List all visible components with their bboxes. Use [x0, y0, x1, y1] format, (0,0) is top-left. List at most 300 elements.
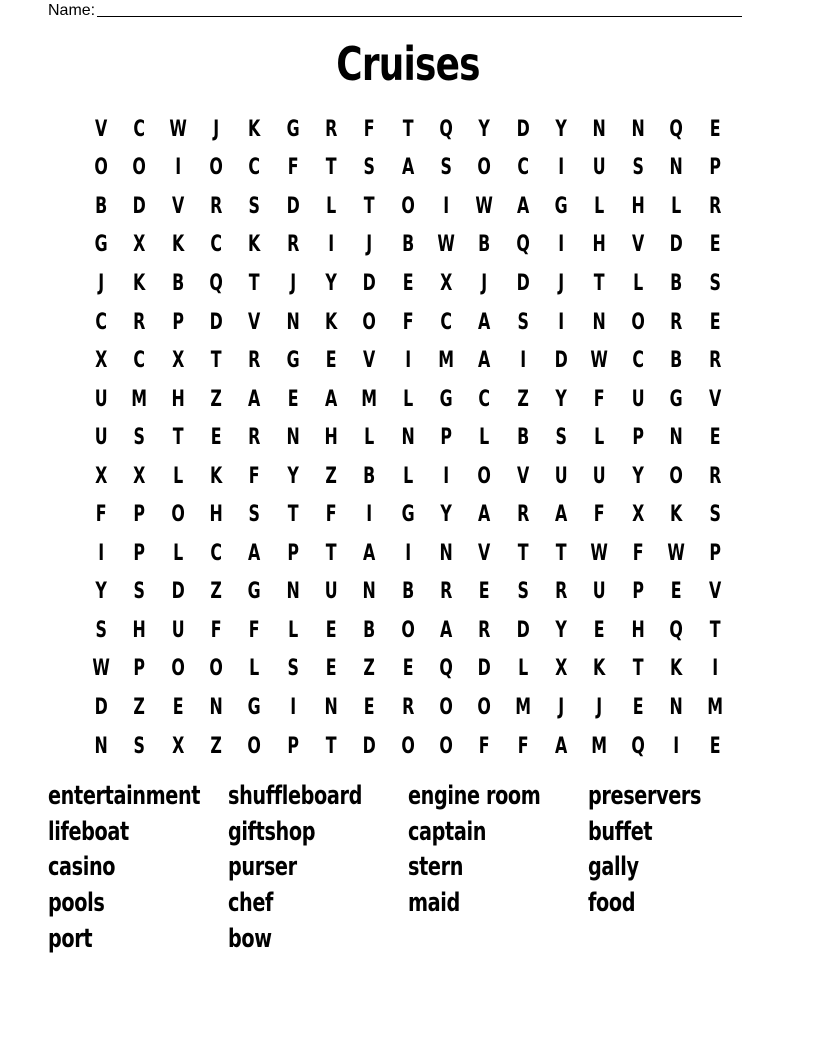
- grid-letter[interactable]: T: [325, 733, 337, 759]
- grid-letter[interactable]: Q: [669, 116, 684, 142]
- grid-letter[interactable]: A: [401, 155, 415, 181]
- grid-letter[interactable]: A: [516, 193, 530, 219]
- grid-letter[interactable]: M: [361, 386, 378, 412]
- grid-letter[interactable]: R: [670, 309, 683, 335]
- grid-letter[interactable]: E: [594, 617, 606, 643]
- grid-letter[interactable]: R: [210, 193, 223, 219]
- grid-letter[interactable]: O: [401, 193, 415, 219]
- grid-letter[interactable]: D: [171, 579, 185, 605]
- grid-letter[interactable]: D: [669, 232, 683, 258]
- grid-letter[interactable]: X: [440, 270, 453, 296]
- grid-letter[interactable]: O: [439, 694, 453, 720]
- grid-letter[interactable]: R: [133, 309, 146, 335]
- grid-letter[interactable]: U: [324, 579, 338, 605]
- grid-letter[interactable]: E: [402, 270, 414, 296]
- grid-letter[interactable]: S: [517, 579, 529, 605]
- grid-letter[interactable]: E: [479, 579, 491, 605]
- grid-letter[interactable]: D: [516, 617, 530, 643]
- grid-letter[interactable]: R: [248, 425, 261, 451]
- grid-letter[interactable]: X: [555, 656, 568, 682]
- grid-letter[interactable]: O: [401, 617, 415, 643]
- grid-letter[interactable]: N: [401, 425, 415, 451]
- grid-letter[interactable]: E: [210, 425, 222, 451]
- grid-letter[interactable]: T: [364, 193, 375, 219]
- grid-letter[interactable]: O: [477, 694, 492, 720]
- grid-letter[interactable]: D: [362, 733, 377, 759]
- grid-letter[interactable]: Y: [287, 463, 299, 489]
- grid-letter[interactable]: F: [95, 502, 107, 528]
- name-blank-line[interactable]: [97, 1, 742, 17]
- grid-letter[interactable]: T: [249, 270, 260, 296]
- grid-letter[interactable]: H: [631, 193, 645, 219]
- grid-letter[interactable]: Q: [516, 232, 530, 258]
- grid-letter[interactable]: Z: [210, 386, 222, 412]
- grid-letter[interactable]: X: [133, 463, 146, 489]
- grid-letter[interactable]: B: [401, 232, 414, 258]
- grid-letter[interactable]: T: [172, 425, 184, 451]
- grid-letter[interactable]: L: [479, 425, 490, 451]
- grid-letter[interactable]: O: [477, 463, 492, 489]
- grid-letter[interactable]: I: [558, 155, 565, 181]
- grid-letter[interactable]: R: [516, 502, 530, 528]
- name-line: [48, 0, 742, 20]
- grid-letter[interactable]: E: [709, 309, 721, 335]
- grid-letter[interactable]: R: [555, 579, 568, 605]
- grid-letter[interactable]: A: [248, 386, 261, 412]
- grid-letter[interactable]: X: [171, 348, 184, 374]
- grid-letter[interactable]: P: [133, 540, 146, 566]
- grid-letter[interactable]: J: [596, 694, 603, 720]
- grid-letter[interactable]: D: [286, 193, 300, 219]
- grid-letter[interactable]: C: [517, 155, 529, 181]
- grid-letter[interactable]: P: [708, 540, 721, 566]
- grid-letter[interactable]: E: [709, 232, 721, 258]
- grid-letter[interactable]: R: [708, 463, 721, 489]
- grid-letter[interactable]: C: [133, 116, 146, 142]
- grid-letter[interactable]: R: [708, 348, 721, 374]
- grid-letter[interactable]: S: [133, 733, 146, 759]
- grid-letter[interactable]: F: [249, 463, 260, 489]
- grid-letter[interactable]: H: [171, 386, 185, 412]
- grid-letter[interactable]: N: [94, 733, 108, 759]
- grid-letter[interactable]: A: [478, 348, 491, 374]
- grid-letter[interactable]: I: [673, 733, 680, 759]
- grid-letter[interactable]: I: [443, 193, 450, 219]
- grid-letter[interactable]: I: [558, 309, 565, 335]
- grid-letter[interactable]: Q: [669, 617, 684, 643]
- grid-letter[interactable]: A: [478, 309, 491, 335]
- grid-letter[interactable]: L: [402, 463, 413, 489]
- grid-letter[interactable]: Y: [555, 116, 568, 142]
- grid-letter[interactable]: V: [478, 540, 491, 566]
- grid-letter[interactable]: L: [594, 425, 605, 451]
- grid-letter[interactable]: W: [590, 540, 609, 566]
- grid-letter[interactable]: A: [363, 540, 376, 566]
- grid-letter[interactable]: F: [632, 540, 644, 566]
- grid-letter[interactable]: W: [169, 116, 187, 142]
- grid-letter[interactable]: K: [133, 270, 146, 296]
- grid-letter[interactable]: L: [402, 386, 413, 412]
- grid-letter[interactable]: O: [362, 309, 377, 335]
- grid-letter[interactable]: H: [324, 425, 338, 451]
- word-bank-item: bow: [228, 923, 272, 954]
- grid-letter[interactable]: L: [249, 656, 260, 682]
- grid-letter[interactable]: N: [324, 694, 338, 720]
- grid-letter[interactable]: D: [516, 116, 530, 142]
- grid-letter[interactable]: H: [132, 617, 147, 643]
- grid-letter[interactable]: E: [709, 116, 721, 142]
- grid-letter[interactable]: H: [593, 232, 607, 258]
- grid-letter[interactable]: B: [670, 270, 683, 296]
- grid-letter[interactable]: A: [325, 386, 338, 412]
- grid-letter[interactable]: L: [517, 656, 529, 682]
- grid-letter[interactable]: U: [593, 579, 607, 605]
- grid-letter[interactable]: Q: [631, 733, 645, 759]
- grid-letter[interactable]: M: [131, 386, 148, 412]
- grid-letter[interactable]: R: [248, 348, 261, 374]
- grid-letter[interactable]: F: [249, 617, 260, 643]
- grid-letter[interactable]: S: [440, 155, 452, 181]
- grid-letter[interactable]: J: [366, 232, 373, 258]
- grid-letter[interactable]: V: [363, 348, 376, 374]
- grid-letter[interactable]: D: [94, 694, 108, 720]
- word-bank-item: shuffleboard: [228, 781, 363, 811]
- grid-letter[interactable]: O: [669, 463, 684, 489]
- grid-letter[interactable]: L: [671, 193, 682, 219]
- grid-letter[interactable]: Z: [210, 579, 222, 605]
- grid-letter[interactable]: Y: [478, 116, 491, 142]
- grid-letter[interactable]: L: [287, 617, 298, 643]
- grid-letter[interactable]: L: [172, 463, 183, 489]
- grid-letter[interactable]: G: [401, 502, 415, 528]
- grid-letter[interactable]: Y: [555, 617, 568, 643]
- grid-letter[interactable]: M: [591, 733, 608, 759]
- grid-letter[interactable]: D: [362, 270, 377, 296]
- word-bank-item: buffet: [588, 816, 653, 847]
- grid-letter[interactable]: S: [708, 270, 721, 296]
- grid-letter[interactable]: P: [287, 733, 299, 759]
- grid-letter[interactable]: O: [631, 309, 645, 335]
- grid-letter[interactable]: O: [439, 733, 453, 759]
- grid-letter[interactable]: O: [477, 155, 492, 181]
- grid-letter[interactable]: F: [479, 733, 491, 759]
- grid-letter[interactable]: D: [516, 270, 530, 296]
- grid-letter[interactable]: F: [402, 309, 414, 335]
- grid-letter[interactable]: A: [555, 502, 568, 528]
- grid-letter[interactable]: H: [209, 502, 223, 528]
- grid-letter[interactable]: C: [95, 309, 107, 335]
- grid-letter[interactable]: E: [709, 425, 721, 451]
- grid-letter[interactable]: I: [558, 232, 565, 258]
- grid-letter[interactable]: E: [364, 694, 375, 720]
- grid-letter[interactable]: K: [210, 463, 223, 489]
- grid-letter[interactable]: L: [632, 270, 644, 296]
- grid-letter[interactable]: G: [286, 348, 300, 374]
- grid-letter[interactable]: O: [171, 502, 185, 528]
- grid-letter[interactable]: T: [287, 502, 299, 528]
- grid-letter[interactable]: A: [248, 540, 261, 566]
- grid-letter[interactable]: B: [95, 193, 108, 219]
- grid-letter[interactable]: M: [515, 694, 531, 720]
- grid-letter[interactable]: O: [171, 656, 185, 682]
- grid-letter[interactable]: J: [558, 270, 565, 296]
- grid-letter[interactable]: V: [95, 116, 108, 142]
- grid-letter[interactable]: G: [669, 386, 683, 412]
- grid-letter[interactable]: Z: [133, 694, 146, 720]
- grid-letter[interactable]: K: [248, 232, 261, 258]
- grid-letter[interactable]: T: [210, 348, 222, 374]
- grid-letter[interactable]: F: [364, 116, 375, 142]
- grid-letter[interactable]: O: [94, 155, 108, 181]
- grid-letter[interactable]: P: [172, 309, 184, 335]
- grid-letter[interactable]: A: [555, 733, 568, 759]
- grid-letter[interactable]: W: [667, 540, 686, 566]
- word-bank: [48, 778, 768, 956]
- grid-letter[interactable]: I: [98, 540, 105, 566]
- grid-letter[interactable]: S: [133, 425, 146, 451]
- grid-letter[interactable]: S: [287, 656, 299, 682]
- grid-letter[interactable]: I: [404, 348, 411, 374]
- grid-letter[interactable]: G: [248, 579, 262, 605]
- grid-letter[interactable]: E: [632, 694, 644, 720]
- grid-letter[interactable]: I: [328, 232, 335, 258]
- grid-letter[interactable]: I: [443, 463, 450, 489]
- grid-letter[interactable]: P: [133, 656, 146, 682]
- grid-letter[interactable]: N: [286, 425, 300, 451]
- grid-letter[interactable]: E: [325, 617, 337, 643]
- grid-letter[interactable]: G: [439, 386, 453, 412]
- grid-letter[interactable]: B: [516, 425, 529, 451]
- grid-letter[interactable]: S: [363, 155, 376, 181]
- grid-letter[interactable]: U: [631, 386, 645, 412]
- grid-letter[interactable]: M: [438, 348, 455, 374]
- grid-letter[interactable]: V: [708, 386, 721, 412]
- grid-letter[interactable]: K: [670, 656, 683, 682]
- grid-letter[interactable]: C: [210, 540, 223, 566]
- grid-letter[interactable]: R: [325, 116, 338, 142]
- grid-letter[interactable]: Q: [439, 116, 453, 142]
- grid-letter[interactable]: F: [287, 155, 299, 181]
- grid-letter[interactable]: C: [440, 309, 453, 335]
- grid-letter[interactable]: B: [363, 463, 376, 489]
- grid-letter[interactable]: N: [669, 694, 683, 720]
- grid-letter[interactable]: E: [325, 348, 337, 374]
- grid-letter[interactable]: F: [594, 386, 606, 412]
- grid-letter[interactable]: M: [706, 694, 723, 720]
- grid-letter[interactable]: V: [516, 463, 530, 489]
- grid-letter[interactable]: Z: [517, 386, 529, 412]
- grid-letter[interactable]: J: [481, 270, 488, 296]
- grid-letter[interactable]: K: [593, 656, 606, 682]
- grid-letter[interactable]: N: [286, 309, 300, 335]
- grid-letter[interactable]: S: [248, 502, 261, 528]
- grid-letter[interactable]: T: [402, 116, 414, 142]
- grid-letter[interactable]: T: [325, 155, 337, 181]
- grid-letter[interactable]: T: [555, 540, 567, 566]
- grid-letter[interactable]: X: [133, 232, 146, 258]
- grid-letter[interactable]: H: [631, 617, 645, 643]
- grid-letter[interactable]: W: [92, 656, 110, 682]
- grid-letter[interactable]: I: [174, 155, 181, 181]
- grid-letter[interactable]: O: [401, 733, 415, 759]
- grid-letter[interactable]: C: [133, 348, 146, 374]
- grid-letter[interactable]: U: [593, 155, 607, 181]
- grid-letter[interactable]: Y: [632, 463, 644, 489]
- grid-letter[interactable]: V: [248, 309, 261, 335]
- grid-letter[interactable]: O: [132, 155, 147, 181]
- grid-letter[interactable]: S: [95, 617, 107, 643]
- grid-letter[interactable]: T: [594, 270, 606, 296]
- grid-letter[interactable]: N: [593, 116, 607, 142]
- grid-letter[interactable]: O: [209, 155, 223, 181]
- grid-letter[interactable]: P: [632, 579, 644, 605]
- grid-letter[interactable]: L: [326, 193, 337, 219]
- grid-letter[interactable]: R: [440, 579, 453, 605]
- grid-letter[interactable]: F: [325, 502, 337, 528]
- grid-letter[interactable]: R: [286, 232, 299, 258]
- grid-letter[interactable]: B: [478, 232, 491, 258]
- word-bank-item: engine room: [408, 781, 541, 811]
- grid-letter[interactable]: Q: [209, 270, 223, 296]
- grid-letter[interactable]: G: [554, 193, 568, 219]
- grid-letter[interactable]: U: [171, 617, 185, 643]
- grid-letter[interactable]: G: [248, 694, 262, 720]
- grid-letter[interactable]: K: [248, 116, 261, 142]
- grid-letter[interactable]: T: [517, 540, 529, 566]
- grid-letter[interactable]: Z: [363, 656, 376, 682]
- grid-letter[interactable]: I: [404, 540, 411, 566]
- grid-letter[interactable]: I: [520, 348, 526, 374]
- grid-letter[interactable]: J: [289, 270, 296, 296]
- grid-letter[interactable]: S: [517, 309, 529, 335]
- grid-letter[interactable]: J: [558, 694, 565, 720]
- grid-letter[interactable]: D: [209, 309, 223, 335]
- grid-letter[interactable]: P: [440, 425, 453, 451]
- grid-letter[interactable]: U: [554, 463, 568, 489]
- grid-letter[interactable]: E: [402, 656, 414, 682]
- grid-letter[interactable]: L: [364, 425, 375, 451]
- grid-letter[interactable]: D: [478, 656, 492, 682]
- grid-letter[interactable]: U: [94, 425, 108, 451]
- grid-letter[interactable]: C: [210, 232, 223, 258]
- grid-letter[interactable]: N: [669, 425, 683, 451]
- grid-letter[interactable]: R: [708, 193, 721, 219]
- grid-letter[interactable]: C: [248, 155, 261, 181]
- grid-letter[interactable]: E: [709, 733, 721, 759]
- grid-letter[interactable]: S: [248, 193, 261, 219]
- grid-letter[interactable]: X: [171, 733, 184, 759]
- grid-letter[interactable]: B: [363, 617, 376, 643]
- word-bank-item: stern: [408, 852, 464, 883]
- grid-letter[interactable]: J: [98, 270, 105, 296]
- grid-letter[interactable]: N: [631, 116, 645, 142]
- grid-letter[interactable]: W: [437, 232, 456, 258]
- grid-letter[interactable]: B: [401, 579, 414, 605]
- grid-letter[interactable]: X: [631, 502, 645, 528]
- grid-letter[interactable]: T: [709, 617, 721, 643]
- word-bank-item: purser: [228, 852, 297, 883]
- grid-letter[interactable]: N: [286, 579, 300, 605]
- grid-letter[interactable]: Z: [210, 733, 222, 759]
- grid-letter[interactable]: P: [133, 502, 146, 528]
- grid-letter[interactable]: G: [286, 116, 300, 142]
- grid-letter[interactable]: E: [287, 386, 299, 412]
- grid-letter[interactable]: X: [95, 463, 108, 489]
- grid-letter[interactable]: C: [478, 386, 491, 412]
- grid-letter[interactable]: Z: [325, 463, 337, 489]
- grid-letter[interactable]: F: [517, 733, 529, 759]
- grid-letter[interactable]: D: [132, 193, 147, 219]
- grid-letter[interactable]: N: [362, 579, 377, 605]
- grid-letter[interactable]: P: [632, 425, 644, 451]
- grid-letter[interactable]: Y: [95, 579, 107, 605]
- grid-letter[interactable]: I: [289, 694, 296, 720]
- grid-letter[interactable]: R: [401, 694, 415, 720]
- grid-letter[interactable]: Q: [439, 656, 453, 682]
- grid-letter[interactable]: I: [711, 656, 718, 682]
- grid-letter[interactable]: J: [213, 116, 220, 142]
- grid-letter[interactable]: F: [210, 617, 222, 643]
- grid-letter[interactable]: D: [554, 348, 568, 374]
- grid-letter[interactable]: O: [247, 733, 262, 759]
- grid-letter[interactable]: B: [670, 348, 683, 374]
- grid-letter[interactable]: K: [171, 232, 185, 258]
- grid-letter[interactable]: N: [209, 694, 223, 720]
- grid-letter[interactable]: W: [475, 193, 494, 219]
- grid-letter[interactable]: I: [366, 502, 373, 528]
- grid-letter[interactable]: T: [325, 540, 337, 566]
- grid-letter[interactable]: V: [708, 579, 721, 605]
- page-title: Cruises: [336, 37, 480, 91]
- grid-letter[interactable]: P: [287, 540, 299, 566]
- grid-letter[interactable]: O: [209, 656, 223, 682]
- grid-letter[interactable]: A: [440, 617, 453, 643]
- grid-letter[interactable]: S: [133, 579, 146, 605]
- grid-letter[interactable]: C: [632, 348, 644, 374]
- grid-letter[interactable]: B: [171, 270, 184, 296]
- grid-letter[interactable]: K: [670, 502, 683, 528]
- grid-letter[interactable]: S: [632, 155, 644, 181]
- grid-letter[interactable]: F: [594, 502, 606, 528]
- grid-letter[interactable]: Y: [440, 502, 453, 528]
- grid-letter[interactable]: Y: [325, 270, 337, 296]
- grid-letter[interactable]: G: [94, 232, 108, 258]
- grid-letter[interactable]: N: [669, 155, 683, 181]
- grid-letter[interactable]: U: [94, 386, 108, 412]
- name-label: Name:: [48, 2, 96, 19]
- grid-letter[interactable]: R: [478, 617, 491, 643]
- grid-letter[interactable]: W: [590, 348, 609, 374]
- grid-letter[interactable]: E: [670, 579, 682, 605]
- grid-letter[interactable]: L: [594, 193, 605, 219]
- grid-letter[interactable]: K: [325, 309, 338, 335]
- grid-letter[interactable]: V: [171, 193, 184, 219]
- grid-letter[interactable]: X: [95, 348, 108, 374]
- grid-letter[interactable]: E: [325, 656, 337, 682]
- grid-letter[interactable]: S: [708, 502, 721, 528]
- grid-letter[interactable]: E: [172, 694, 184, 720]
- grid-letter[interactable]: S: [555, 425, 568, 451]
- grid-letter[interactable]: T: [632, 656, 644, 682]
- grid-letter[interactable]: P: [708, 155, 721, 181]
- grid-letter[interactable]: N: [439, 540, 453, 566]
- grid-letter[interactable]: L: [172, 540, 183, 566]
- grid-letter[interactable]: Y: [555, 386, 568, 412]
- grid-letter[interactable]: V: [631, 232, 645, 258]
- grid-letter[interactable]: N: [593, 309, 607, 335]
- grid-letter[interactable]: A: [478, 502, 491, 528]
- grid-letter[interactable]: U: [593, 463, 607, 489]
